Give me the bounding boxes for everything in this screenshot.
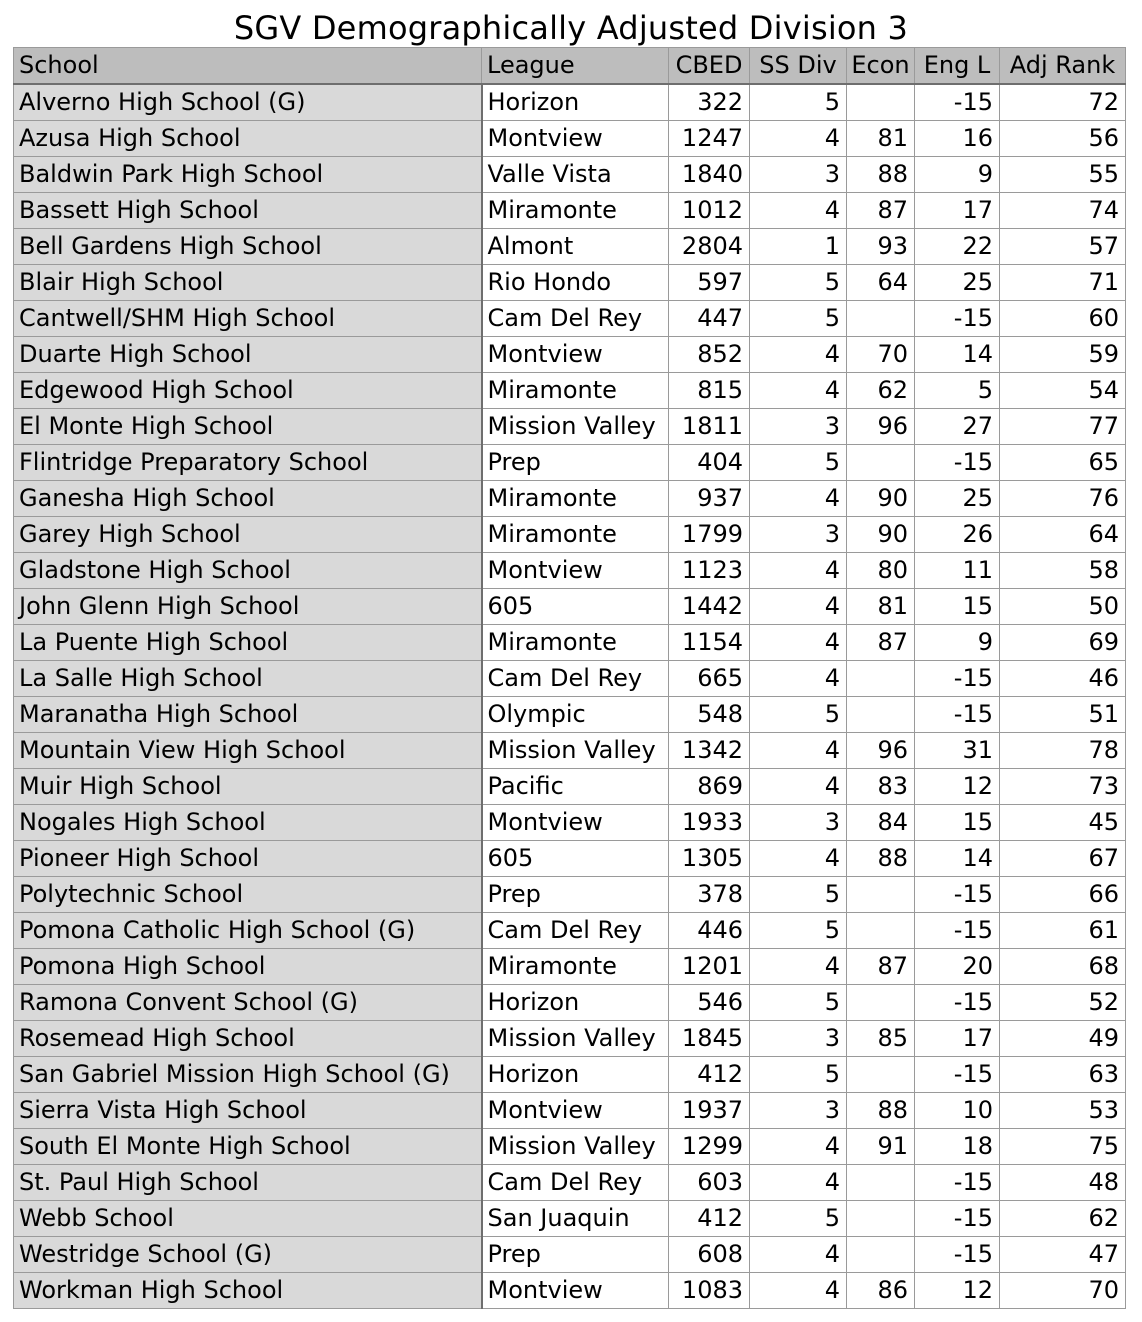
econ-cell [847,985,915,1021]
cbed-cell: 869 [669,769,750,805]
cbed-cell: 1305 [669,841,750,877]
school-cell: Pomona Catholic High School (G) [14,913,482,949]
league-cell: Rio Hondo [482,265,669,301]
adj-rank-cell: 76 [1000,481,1126,517]
school-cell: Webb School [14,1201,482,1237]
eng-l-cell: 17 [915,193,1000,229]
school-cell: Maranatha High School [14,697,482,733]
league-cell: Montview [482,805,669,841]
adj-rank-cell: 73 [1000,769,1126,805]
cbed-cell: 322 [669,84,750,121]
cbed-cell: 815 [669,373,750,409]
eng-l-cell: 5 [915,373,1000,409]
econ-cell [847,1165,915,1201]
ss-div-cell: 5 [750,1201,847,1237]
school-cell: Ganesha High School [14,481,482,517]
eng-l-cell: 12 [915,1273,1000,1309]
league-cell: Montview [482,553,669,589]
adj-rank-cell: 55 [1000,157,1126,193]
cbed-cell: 378 [669,877,750,913]
adj-rank-cell: 59 [1000,337,1126,373]
league-cell: Miramonte [482,949,669,985]
cbed-cell: 1012 [669,193,750,229]
league-cell: Miramonte [482,517,669,553]
school-cell: Muir High School [14,769,482,805]
eng-l-cell: 14 [915,841,1000,877]
ss-div-cell: 4 [750,193,847,229]
econ-cell: 96 [847,733,915,769]
table-row [14,949,1126,985]
table-row [14,805,1126,841]
eng-l-cell: -15 [915,661,1000,697]
school-cell: Pioneer High School [14,841,482,877]
cbed-cell: 1123 [669,553,750,589]
cbed-cell: 1247 [669,121,750,157]
adj-rank-cell: 62 [1000,1201,1126,1237]
table-row [14,1129,1126,1165]
school-cell: Sierra Vista High School [14,1093,482,1129]
cbed-cell: 608 [669,1237,750,1273]
table-row [14,661,1126,697]
adj-rank-cell: 61 [1000,913,1126,949]
adj-rank-cell: 48 [1000,1165,1126,1201]
league-cell: 605 [482,589,669,625]
league-cell: Mission Valley [482,1021,669,1057]
league-cell: Almont [482,229,669,265]
column-header-league: League [482,48,669,85]
econ-cell [847,445,915,481]
eng-l-cell: -15 [915,1201,1000,1237]
table-row [14,337,1126,373]
econ-cell: 90 [847,517,915,553]
ss-div-cell: 4 [750,553,847,589]
league-cell: Montview [482,1093,669,1129]
column-header-cbed: CBED [669,48,750,85]
econ-cell: 91 [847,1129,915,1165]
column-header-school: School [14,48,482,85]
adj-rank-cell: 70 [1000,1273,1126,1309]
ss-div-cell: 4 [750,481,847,517]
ss-div-cell: 4 [750,1129,847,1165]
cbed-cell: 447 [669,301,750,337]
cbed-cell: 1937 [669,1093,750,1129]
eng-l-cell: 20 [915,949,1000,985]
school-cell: Nogales High School [14,805,482,841]
adj-rank-cell: 50 [1000,589,1126,625]
cbed-cell: 1933 [669,805,750,841]
econ-cell: 81 [847,121,915,157]
ss-div-cell: 5 [750,265,847,301]
eng-l-cell: -15 [915,301,1000,337]
eng-l-cell: 15 [915,589,1000,625]
ss-div-cell: 3 [750,805,847,841]
column-header-adj-rank: Adj Rank [1000,48,1126,85]
ss-div-cell: 5 [750,913,847,949]
league-cell: Cam Del Rey [482,1165,669,1201]
school-cell: La Salle High School [14,661,482,697]
adj-rank-cell: 77 [1000,409,1126,445]
table-body [14,84,1126,1309]
school-cell: St. Paul High School [14,1165,482,1201]
league-cell: Horizon [482,985,669,1021]
table-row [14,409,1126,445]
league-cell: Mission Valley [482,1129,669,1165]
adj-rank-cell: 60 [1000,301,1126,337]
cbed-cell: 1442 [669,589,750,625]
cbed-cell: 852 [669,337,750,373]
cbed-cell: 1342 [669,733,750,769]
table-row [14,1093,1126,1129]
ss-div-cell: 1 [750,229,847,265]
adj-rank-cell: 74 [1000,193,1126,229]
table-row [14,481,1126,517]
eng-l-cell: -15 [915,1165,1000,1201]
eng-l-cell: 25 [915,481,1000,517]
ss-div-cell: 4 [750,1237,847,1273]
league-cell: 605 [482,841,669,877]
cbed-cell: 1845 [669,1021,750,1057]
eng-l-cell: 17 [915,1021,1000,1057]
eng-l-cell: -15 [915,84,1000,121]
eng-l-cell: 18 [915,1129,1000,1165]
eng-l-cell: 25 [915,265,1000,301]
eng-l-cell: -15 [915,877,1000,913]
ss-div-cell: 5 [750,877,847,913]
adj-rank-cell: 46 [1000,661,1126,697]
cbed-cell: 446 [669,913,750,949]
table-row [14,1201,1126,1237]
econ-cell: 64 [847,265,915,301]
table-row [14,1273,1126,1309]
eng-l-cell: 27 [915,409,1000,445]
eng-l-cell: -15 [915,913,1000,949]
econ-cell: 85 [847,1021,915,1057]
ss-div-cell: 4 [750,733,847,769]
column-header-ss-div: SS Div [750,48,847,85]
school-cell: Ramona Convent School (G) [14,985,482,1021]
school-cell: Flintridge Preparatory School [14,445,482,481]
adj-rank-cell: 66 [1000,877,1126,913]
econ-cell [847,661,915,697]
cbed-cell: 1799 [669,517,750,553]
cbed-cell: 597 [669,265,750,301]
ss-div-cell: 3 [750,1021,847,1057]
league-cell: Prep [482,1237,669,1273]
table-row [14,193,1126,229]
league-cell: Miramonte [482,193,669,229]
eng-l-cell: -15 [915,985,1000,1021]
econ-cell [847,301,915,337]
adj-rank-cell: 56 [1000,121,1126,157]
school-cell: Pomona High School [14,949,482,985]
league-cell: Miramonte [482,481,669,517]
ss-div-cell: 3 [750,157,847,193]
econ-cell: 88 [847,1093,915,1129]
econ-cell: 96 [847,409,915,445]
adj-rank-cell: 54 [1000,373,1126,409]
school-cell: Polytechnic School [14,877,482,913]
eng-l-cell: 9 [915,157,1000,193]
econ-cell: 84 [847,805,915,841]
table-row [14,265,1126,301]
adj-rank-cell: 45 [1000,805,1126,841]
eng-l-cell: 22 [915,229,1000,265]
adj-rank-cell: 78 [1000,733,1126,769]
adj-rank-cell: 72 [1000,84,1126,121]
league-cell: Cam Del Rey [482,301,669,337]
eng-l-cell: 15 [915,805,1000,841]
ss-div-cell: 5 [750,301,847,337]
adj-rank-cell: 52 [1000,985,1126,1021]
cbed-cell: 1083 [669,1273,750,1309]
league-cell: Miramonte [482,625,669,661]
table-row [14,913,1126,949]
cbed-cell: 412 [669,1057,750,1093]
school-cell: Baldwin Park High School [14,157,482,193]
cbed-cell: 2804 [669,229,750,265]
school-cell: Bassett High School [14,193,482,229]
adj-rank-cell: 68 [1000,949,1126,985]
school-cell: San Gabriel Mission High School (G) [14,1057,482,1093]
school-cell: Mountain View High School [14,733,482,769]
school-cell: Edgewood High School [14,373,482,409]
table-row [14,229,1126,265]
adj-rank-cell: 47 [1000,1237,1126,1273]
table-row [14,121,1126,157]
eng-l-cell: 31 [915,733,1000,769]
econ-cell [847,1057,915,1093]
econ-cell: 87 [847,193,915,229]
league-cell: Prep [482,445,669,481]
table-row [14,1237,1126,1273]
ss-div-cell: 5 [750,445,847,481]
ss-div-cell: 4 [750,949,847,985]
school-cell: Cantwell/SHM High School [14,301,482,337]
econ-cell: 88 [847,841,915,877]
ss-div-cell: 4 [750,1273,847,1309]
table-row [14,553,1126,589]
school-cell: Garey High School [14,517,482,553]
econ-cell: 70 [847,337,915,373]
adj-rank-cell: 69 [1000,625,1126,661]
table-row [14,625,1126,661]
table-row [14,985,1126,1021]
adj-rank-cell: 64 [1000,517,1126,553]
cbed-cell: 1299 [669,1129,750,1165]
school-cell: Blair High School [14,265,482,301]
adj-rank-cell: 57 [1000,229,1126,265]
table-row [14,589,1126,625]
adj-rank-cell: 51 [1000,697,1126,733]
school-cell: Alverno High School (G) [14,84,482,121]
school-cell: Westridge School (G) [14,1237,482,1273]
school-cell: Duarte High School [14,337,482,373]
league-cell: Olympic [482,697,669,733]
ss-div-cell: 4 [750,841,847,877]
school-cell: Workman High School [14,1273,482,1309]
table-row [14,733,1126,769]
table-row [14,517,1126,553]
ss-div-cell: 4 [750,661,847,697]
cbed-cell: 546 [669,985,750,1021]
eng-l-cell: -15 [915,445,1000,481]
table-row [14,697,1126,733]
cbed-cell: 937 [669,481,750,517]
ss-div-cell: 3 [750,517,847,553]
econ-cell [847,1201,915,1237]
econ-cell: 86 [847,1273,915,1309]
league-cell: Valle Vista [482,157,669,193]
school-cell: John Glenn High School [14,589,482,625]
column-header-econ: Econ [847,48,915,85]
cbed-cell: 412 [669,1201,750,1237]
school-cell: Bell Gardens High School [14,229,482,265]
league-cell: Mission Valley [482,733,669,769]
table-row [14,1165,1126,1201]
cbed-cell: 665 [669,661,750,697]
ss-div-cell: 4 [750,121,847,157]
econ-cell: 90 [847,481,915,517]
econ-cell [847,877,915,913]
league-cell: Prep [482,877,669,913]
econ-cell: 62 [847,373,915,409]
table-row [14,373,1126,409]
table-row [14,445,1126,481]
table-row [14,1021,1126,1057]
ss-div-cell: 5 [750,697,847,733]
eng-l-cell: 12 [915,769,1000,805]
ss-div-cell: 3 [750,409,847,445]
ss-div-cell: 4 [750,769,847,805]
ss-div-cell: 4 [750,625,847,661]
adj-rank-cell: 67 [1000,841,1126,877]
league-cell: Mission Valley [482,409,669,445]
league-cell: Pacific [482,769,669,805]
league-cell: Cam Del Rey [482,913,669,949]
cbed-cell: 603 [669,1165,750,1201]
eng-l-cell: 14 [915,337,1000,373]
league-cell: Montview [482,1273,669,1309]
cbed-cell: 548 [669,697,750,733]
econ-cell [847,913,915,949]
eng-l-cell: 11 [915,553,1000,589]
school-cell: La Puente High School [14,625,482,661]
econ-cell: 93 [847,229,915,265]
table-row [14,301,1126,337]
cbed-cell: 404 [669,445,750,481]
adj-rank-cell: 58 [1000,553,1126,589]
adj-rank-cell: 53 [1000,1093,1126,1129]
econ-cell: 87 [847,625,915,661]
league-cell: Cam Del Rey [482,661,669,697]
adj-rank-cell: 49 [1000,1021,1126,1057]
econ-cell: 88 [847,157,915,193]
cbed-cell: 1154 [669,625,750,661]
eng-l-cell: 9 [915,625,1000,661]
econ-cell [847,697,915,733]
ss-div-cell: 5 [750,1057,847,1093]
ss-div-cell: 4 [750,373,847,409]
adj-rank-cell: 63 [1000,1057,1126,1093]
eng-l-cell: -15 [915,1237,1000,1273]
ss-div-cell: 5 [750,84,847,121]
cbed-cell: 1840 [669,157,750,193]
league-cell: Montview [482,121,669,157]
adj-rank-cell: 65 [1000,445,1126,481]
econ-cell [847,84,915,121]
econ-cell: 83 [847,769,915,805]
league-cell: San Juaquin [482,1201,669,1237]
econ-cell: 80 [847,553,915,589]
adj-rank-cell: 71 [1000,265,1126,301]
league-cell: Horizon [482,1057,669,1093]
school-cell: Rosemead High School [14,1021,482,1057]
ss-div-cell: 5 [750,985,847,1021]
table-row [14,157,1126,193]
eng-l-cell: -15 [915,1057,1000,1093]
school-cell: Gladstone High School [14,553,482,589]
school-cell: Azusa High School [14,121,482,157]
eng-l-cell: 26 [915,517,1000,553]
table-row [14,1057,1126,1093]
table-row [14,841,1126,877]
econ-cell: 81 [847,589,915,625]
ss-div-cell: 3 [750,1093,847,1129]
column-header-eng-l: Eng L [915,48,1000,85]
table-row [14,84,1126,121]
table-row [14,769,1126,805]
league-cell: Horizon [482,84,669,121]
header-row [14,48,1126,85]
econ-cell [847,1237,915,1273]
page-title: SGV Demographically Adjusted Division 3 [233,9,909,47]
adj-rank-cell: 75 [1000,1129,1126,1165]
division-table [13,47,1126,1309]
ss-div-cell: 4 [750,1165,847,1201]
cbed-cell: 1811 [669,409,750,445]
league-cell: Montview [482,337,669,373]
league-cell: Miramonte [482,373,669,409]
ss-div-cell: 4 [750,589,847,625]
cbed-cell: 1201 [669,949,750,985]
table-row [14,877,1126,913]
eng-l-cell: 16 [915,121,1000,157]
ss-div-cell: 4 [750,337,847,373]
eng-l-cell: 10 [915,1093,1000,1129]
econ-cell: 87 [847,949,915,985]
school-cell: South El Monte High School [14,1129,482,1165]
school-cell: El Monte High School [14,409,482,445]
eng-l-cell: -15 [915,697,1000,733]
